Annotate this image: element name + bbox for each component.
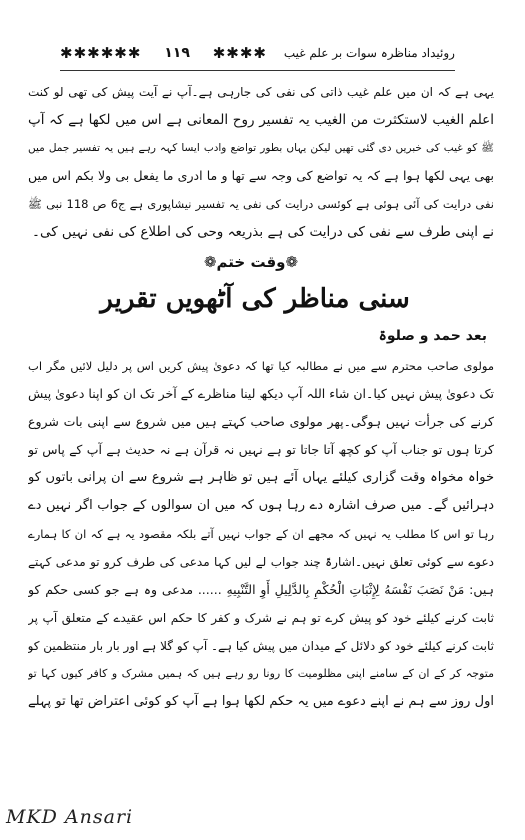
text-line: کرتا ہوں تو جناب آپ کو کچھ آتا جاتا تو ہے نہیں نہ قرآن ہے نہ حدیث ہے آپ کے پاس تو [28, 442, 494, 457]
text-line: نفی درایت کی آئی ہوئی ہے کوئسی درایت کی نفی یہ تفسیر نیشاپوری ہے ج6 ص 118 نبی ﷺ [28, 197, 494, 211]
text-line: اعلم الغیب لاستکثرت من الغیب یہ تفسیر روح المعانی ہے اس میں لکھا ہے کہ آپ [28, 112, 494, 128]
star-ornament-left: ✱✱✱✱✱✱ [60, 44, 142, 62]
text-line: اول روز سے ہم نے اپنے دعوے میں یہ حکم لکھا ہوا ہے آپ کو کوئی اعتراض تھا تو پہلے [28, 694, 494, 709]
text-line: متوجہ کر کے ان کے سامنے اپنی مظلومیت کا رونا رو رہے ہیں کہ ہمیں مشرک و کافر کیوں کہا تو [28, 667, 494, 680]
subheading: بعد حمد و صلوۃ [378, 328, 487, 344]
paragraph-1 [28, 78, 494, 246]
text-line: رہا تو اس کا مطلب یہ نہیں کہ مجھے ان کے جواب نہیں آتے بلکہ مقصود یہ ہے کہ ان کا ہمارے [28, 527, 494, 541]
text-line: بھی یہی لکھا ہوا ہے کہ یہ تواضع کی وجہ سے تھا و ما ادری ما یفعل بی ولا بکم اس میں [28, 168, 494, 183]
star-ornament-right: ✱✱✱✱ [212, 44, 267, 62]
text-line: نے اپنی طرف سے نفی کی درایت کی ہے بذریعہ وحی کی اطلاع کی نفی نہیں کی۔ [32, 224, 494, 240]
text-line: کرنے کی جرأت نہیں ہوگی۔پھر مولوی صاحب کہتے ہیں میں شروع سے اپنی بات شروع [28, 414, 494, 429]
time-over-ornament [186, 248, 316, 276]
running-title: روئیداد مناظرہ سوات بر علم غیب [283, 46, 455, 60]
ornament-flourish-icon: ❁ [285, 253, 299, 271]
text-line: ثابت کرنے کیلئے خود کو پیش کرے تو ہم نے شرک و کفر کا حکم اس عقیدے کے متعلق آپ پر [28, 611, 494, 625]
text-line: خواہ مخواہ وقت گزاری کیلئے یہاں آئے ہیں تو ظاہر ہے شروع سے ان پرانی باتوں کو [28, 470, 494, 485]
paragraph-2 [28, 352, 494, 716]
text-line: ہیں: مَنْ نَصَبَ نَفْسَهُ لِإِثْبَاتِ الْحُكْمِ بِالدَّلِيلِ أَوِ التَّنْبِيهِ ...... مدعی وہ ہے جو کسی حکم کو [28, 582, 494, 597]
text-line: دعوے سے کوئی تعلق نہیں۔اشارۃً چند جواب لے لیں کہا مدعی کی طرف کرو تو مدعی کہتے [28, 555, 494, 569]
text-line: یہی ہے کہ ان میں علم غیب ذاتی کی نفی کی جارہی ہے۔آپ نے آیت پیش کی تھی لو کنت [28, 85, 494, 99]
signature-watermark: MKD Ansari [6, 806, 134, 828]
section-title: سنی مناظر کی آٹھویں تقریر [100, 284, 410, 314]
page-number: ۱۱۹ [164, 45, 190, 61]
ornament-label: وقت ختم [216, 253, 286, 271]
text-line: مولوی صاحب محترم سے میں نے مطالبہ کیا تھا کہ دعویٰ پیش کریں اس پر دلیل لائیں مگر اب [28, 359, 494, 373]
text-line: تک دعویٰ پیش نہیں کیا۔ان شاء اللہ آپ دیکھ لینا مناظرے کے آخر تک ان کو اپنا دعویٰ پیش [28, 386, 494, 401]
text-line: ﷺ کو غیب کی خبریں دی گئی تھیں لیکن یہاں بطور تواضع وادب ایسا کہہ رہے ہیں یہ تفسیر جمل میں [28, 142, 494, 154]
text-line: دہرائیں گے۔ میں صرف اشارہ دے رہا ہوں کہ میں ان سوالوں کے جواب اگر نہیں دے [28, 498, 494, 513]
header-divider [60, 70, 455, 71]
ornament-flourish-icon: ❁ [203, 253, 217, 271]
text-line: ثابت کرنے کیلئے خود کو دلائل کے میدان میں پیش کیا ہے۔ آپ کو گلا ہے اور بار بار منتظمین کو [28, 639, 494, 653]
page-header [60, 38, 455, 68]
